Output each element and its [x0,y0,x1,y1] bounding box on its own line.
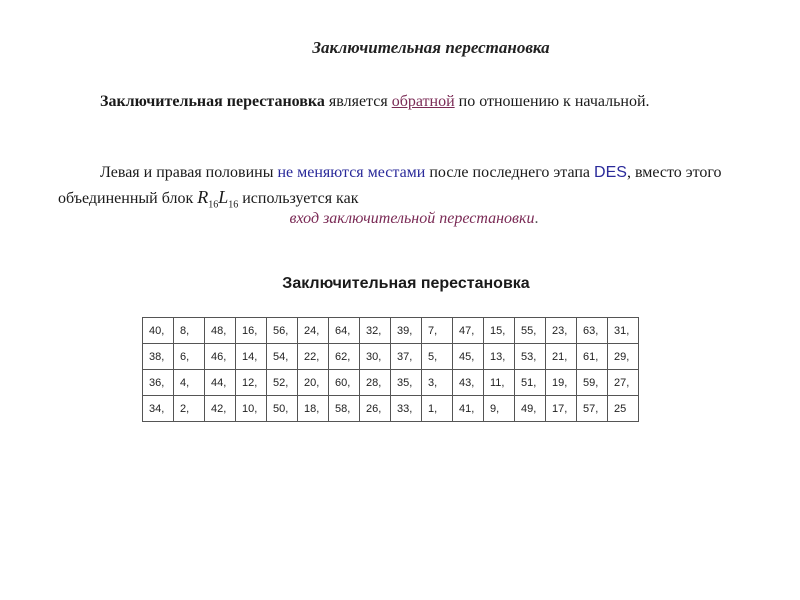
table-cell: 2, [174,396,205,422]
table-cell: 34, [143,396,174,422]
input-text: вход заключительной перестановки [289,210,535,227]
inverse-link[interactable]: обратной [391,93,455,110]
table-cell: 49, [515,396,546,422]
table-cell: 20, [298,370,329,396]
table-cell: 57, [577,396,608,422]
table-cell: 60, [329,370,360,396]
table-cell: 18, [298,396,329,422]
table-cell: 55, [515,318,546,344]
table-cell: 41, [453,396,484,422]
table-cell: 16, [236,318,267,344]
table-cell: 45, [453,344,484,370]
table-row [143,370,639,396]
table-cell: 23, [546,318,577,344]
table-cell: 28, [360,370,391,396]
table-cell: 35, [391,370,422,396]
table-row [143,318,639,344]
formula-r16l16 [197,187,239,211]
table-row [143,396,639,422]
table-cell: 30, [360,344,391,370]
table-cell: 22, [298,344,329,370]
table-cell: 56, [267,318,298,344]
table-cell: 48, [205,318,236,344]
formula-l: L [218,187,229,207]
bold-term: Заключительная перестановка [100,93,325,110]
table-cell: 32, [360,318,391,344]
table-cell: 29, [608,344,639,370]
table-cell: 33, [391,396,422,422]
paragraph1-text-a: является [324,93,392,110]
table-cell: 14, [236,344,267,370]
table-cell: 26, [360,396,391,422]
table-cell: 13, [484,344,515,370]
formula-l-sub: 16 [228,199,239,211]
highlight-not-swapped: не меняются местами [277,164,426,181]
permutation-table-body [143,318,639,422]
table-cell: 17, [546,396,577,422]
table-cell: 47, [453,318,484,344]
paragraph2-text-c: , вместо этого объединенный блок [58,164,722,207]
table-cell: 15, [484,318,515,344]
table-cell: 58, [329,396,360,422]
paragraph2-text-a: Левая и правая половины [100,164,278,181]
table-cell: 54, [267,344,298,370]
paragraph1-text-b: по отношению к начальной. [454,93,650,110]
input-of-final-permutation [0,210,800,228]
table-cell: 10, [236,396,267,422]
table-cell: 19, [546,370,577,396]
table-cell: 25 [608,396,639,422]
formula-r-sub: 16 [208,199,219,211]
table-cell: 21, [546,344,577,370]
table-cell: 31, [608,318,639,344]
des-label: DES [594,164,627,181]
table-cell: 63, [577,318,608,344]
table-row [143,344,639,370]
table-cell: 64, [329,318,360,344]
table-cell: 38, [143,344,174,370]
table-cell: 9, [484,396,515,422]
formula-r: R [197,187,209,207]
slide-title: Заключительная перестановка [312,38,550,57]
table-cell: 52, [267,370,298,396]
table-cell: 42, [205,396,236,422]
table-cell: 3, [422,370,453,396]
table-cell: 12, [236,370,267,396]
table-cell: 7, [422,318,453,344]
paragraph2-text-d: используется как [238,190,359,207]
table-cell: 59, [577,370,608,396]
table-cell: 43, [453,370,484,396]
table-cell: 5, [422,344,453,370]
table-cell: 50, [267,396,298,422]
table-cell: 37, [391,344,422,370]
table-cell: 27, [608,370,639,396]
table-cell: 6, [174,344,205,370]
table-cell: 11, [484,370,515,396]
table-cell: 1, [422,396,453,422]
table-cell: 46, [205,344,236,370]
paragraph-final-permutation [58,90,738,114]
table-cell: 62, [329,344,360,370]
permutation-table [142,317,639,422]
table-cell: 8, [174,318,205,344]
table-cell: 40, [143,318,174,344]
table-cell: 44, [205,370,236,396]
table-cell: 53, [515,344,546,370]
paragraph2-text-b: после последнего этапа [425,164,595,181]
table-cell: 36, [143,370,174,396]
table-cell: 61, [577,344,608,370]
table-cell: 39, [391,318,422,344]
input-period: . [534,210,539,227]
table-cell: 24, [298,318,329,344]
table-title: Заключительная перестановка [282,275,530,292]
table-cell: 4, [174,370,205,396]
table-cell: 51, [515,370,546,396]
